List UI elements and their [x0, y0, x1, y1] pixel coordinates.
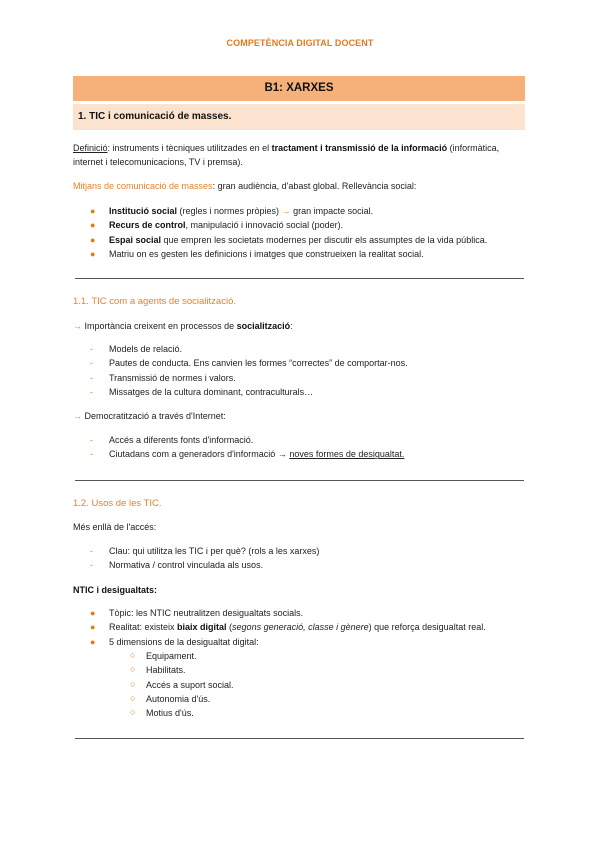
- mitjans-text: : gran audiència, d'abast global. Rellevància social:: [212, 181, 417, 191]
- inequality-bullets: [90, 606, 520, 649]
- bullet-icon: ●: [90, 234, 96, 245]
- list-item: - Ciutadans com a generadors d'informació → noves formes de desigualtat.: [90, 447, 520, 461]
- dash-icon: -: [90, 386, 93, 397]
- circle-bullet-icon: ○: [130, 678, 136, 689]
- usage-list: [90, 544, 520, 573]
- list-item: - Normativa / control vinculada als usos.: [90, 558, 520, 572]
- mitjans-label: Mitjans de comunicació de masses: [73, 181, 213, 191]
- bullet-icon: ●: [90, 248, 96, 259]
- dimensions-list: [130, 649, 234, 720]
- list-item: ● Institució social (regles i normes pròpies) → gran impacte social.: [90, 204, 520, 218]
- list-item: - Pautes de conducta. Ens canvien les formes “correctes” de comportar-nos.: [90, 356, 520, 370]
- circle-bullet-icon: ○: [130, 707, 136, 718]
- dash-icon: -: [90, 372, 93, 383]
- bullet-icon: ●: [90, 622, 96, 633]
- list-item: ○ Autonomia d'ús.: [130, 692, 211, 704]
- definition-label: Definició: [73, 143, 108, 153]
- list-item: ● Recurs de control, manipulació i innovació social (poder).: [90, 218, 520, 232]
- social-bullets: [90, 204, 520, 261]
- circle-bullet-icon: ○: [130, 692, 136, 703]
- list-item: ● Tòpic: les NTIC neutralitzen desigualtats socials.: [90, 606, 520, 620]
- socialization-paragraph: → Importància creixent en processos de socialització:: [73, 321, 293, 331]
- dash-icon: -: [90, 358, 93, 369]
- page-header: COMPETÈNCIA DIGITAL DOCENT: [226, 38, 374, 48]
- dash-icon: -: [90, 449, 93, 460]
- list-item: ● Realitat: existeix biaix digital (segons generació, classe i gènere) que reforça desigualtat real.: [90, 620, 520, 634]
- list-item: ● Espai social que empren les societats modernes per discutir els assumptes de la vida pública.: [90, 233, 520, 247]
- divider: [75, 738, 524, 739]
- ntic-heading: NTIC i desigualtats:: [73, 585, 158, 595]
- arrow-icon: →: [73, 321, 82, 331]
- list-item: ○ Accés a suport social.: [130, 678, 234, 690]
- circle-bullet-icon: ○: [130, 650, 136, 660]
- list-item: - Models de relació.: [90, 342, 520, 356]
- bullet-icon: ●: [90, 206, 96, 216]
- arrow-icon: →: [281, 206, 291, 216]
- democratization-list: [90, 433, 520, 462]
- democratization-paragraph: → Democratització a través d'Internet:: [73, 411, 226, 421]
- section-1-1-title: 1.1. TIC com a agents de socialització.: [73, 296, 236, 307]
- arrow-icon: →: [73, 411, 82, 421]
- block-title-bar: B1: XARXES: [73, 76, 525, 101]
- access-paragraph: Més enllà de l'accés:: [73, 522, 157, 532]
- definition-bold: tractament i transmissió de la informació: [271, 143, 448, 153]
- section-1-title: 1. TIC i comunicació de masses.: [78, 111, 232, 122]
- definition-line-2: internet i telecomunicacions, TV i premsa).: [73, 156, 243, 167]
- list-item: ● 5 dimensions de la desigualtat digital:: [90, 635, 520, 649]
- list-item: - Accés a diferents fonts d'informació.: [90, 433, 520, 447]
- list-item: ● Matriu on es gesten les definicions i imatges que construeixen la realitat social.: [90, 247, 520, 261]
- list-item: - Clau: qui utilitza les TIC i per què? (rols a les xarxes): [90, 544, 520, 558]
- arrow-icon: →: [277, 449, 287, 460]
- list-item: - Missatges de la cultura dominant, contraculturals…: [90, 385, 520, 399]
- section-1-bar: [73, 104, 525, 130]
- socialization-list: [90, 342, 520, 399]
- bullet-icon: ●: [90, 608, 96, 618]
- dash-icon: -: [90, 560, 93, 571]
- list-item: ○ Habilitats.: [130, 664, 186, 676]
- section-1-2-title: 1.2. Usos de les TIC.: [73, 498, 162, 509]
- list-item: ○ Motius d'ús.: [130, 707, 194, 719]
- circle-bullet-icon: ○: [130, 664, 136, 675]
- dash-icon: -: [90, 546, 93, 556]
- definition-text-2: (informàtica,: [447, 143, 500, 153]
- bullet-icon: ●: [90, 220, 96, 231]
- mitjans-paragraph: [73, 180, 528, 194]
- dash-icon: -: [90, 435, 93, 445]
- list-item: ○ Equipament.: [130, 650, 197, 661]
- list-item: - Transmissió de normes i valors.: [90, 371, 520, 385]
- definition-paragraph: [73, 142, 528, 169]
- bullet-icon: ●: [90, 636, 96, 647]
- divider: [75, 480, 524, 481]
- dash-icon: -: [90, 344, 93, 354]
- definition-text: : instruments i tècniques utilitzades en el: [107, 143, 272, 153]
- divider: [75, 278, 524, 279]
